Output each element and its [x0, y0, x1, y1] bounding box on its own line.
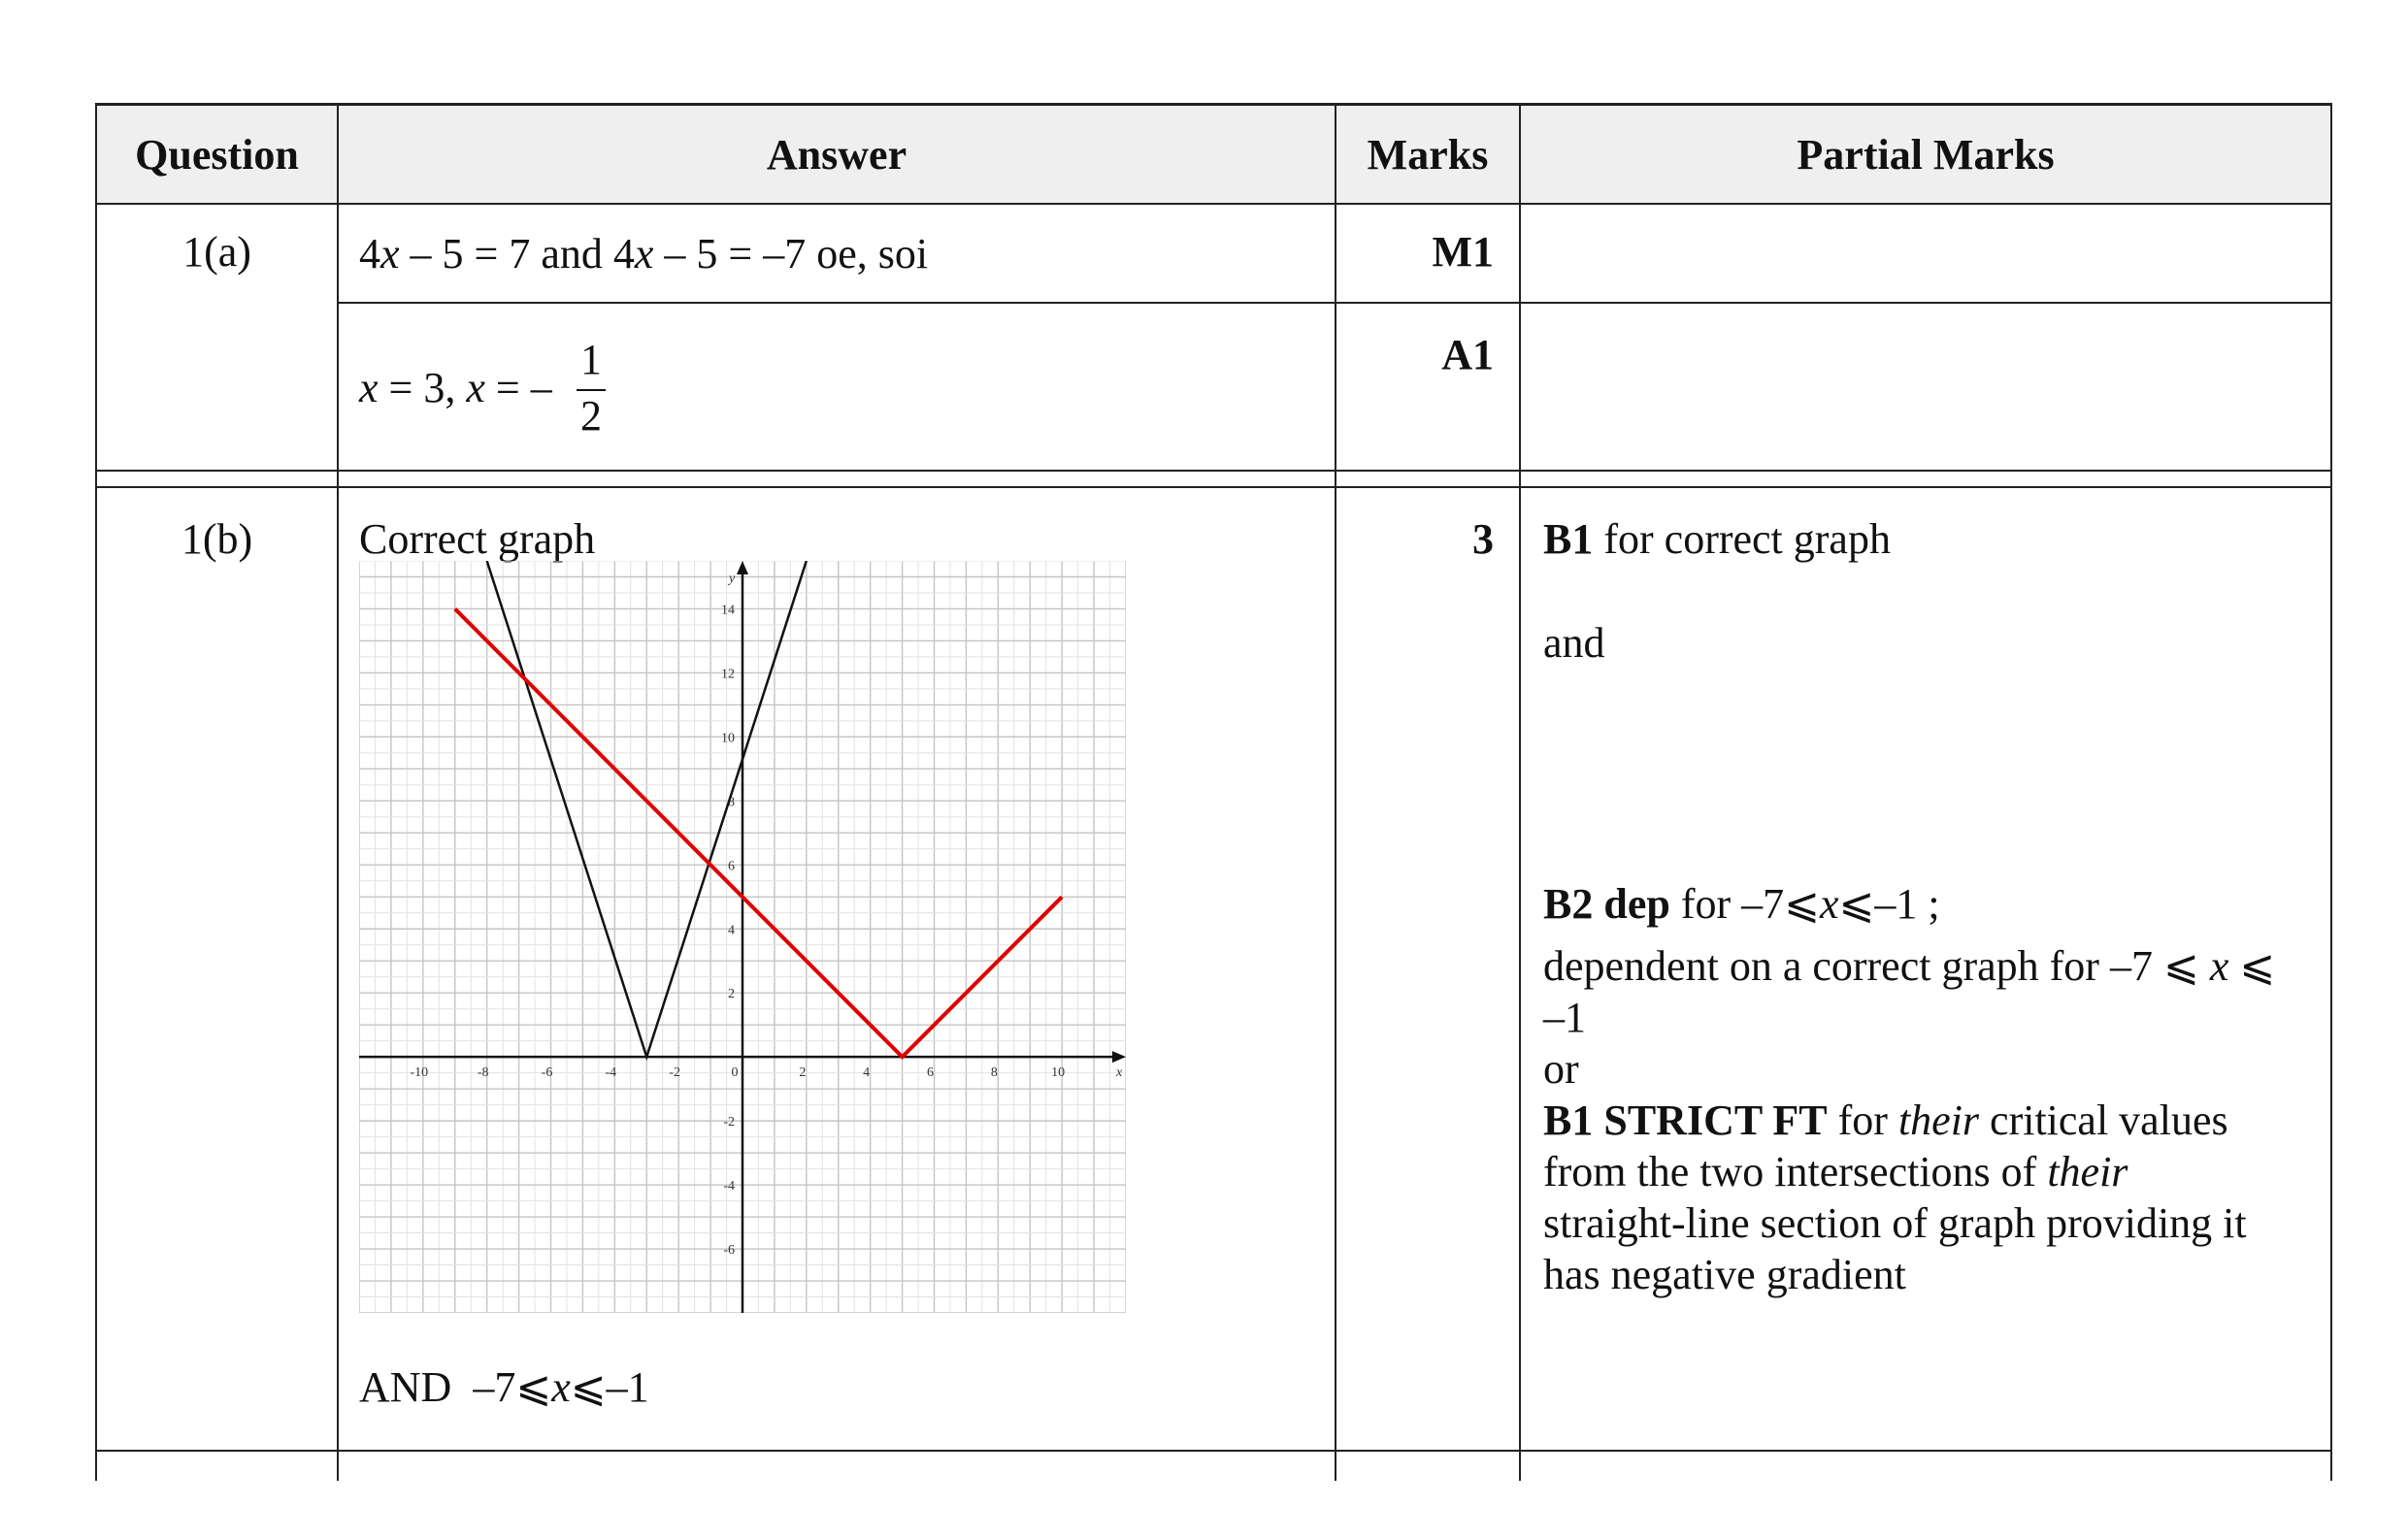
answer-1a-line2: x = 3, x = –	[359, 364, 552, 411]
rule	[2330, 103, 2332, 1481]
x-tick-label: -8	[477, 1065, 489, 1081]
rule	[95, 470, 2332, 472]
x-tick-label: 4	[863, 1065, 871, 1081]
x-tick-label: 8	[990, 1065, 998, 1081]
rule	[1519, 103, 1521, 1481]
mark-1a-a1: A1	[1441, 331, 1494, 378]
x-tick-label: -2	[669, 1065, 681, 1081]
header-answer: Answer	[766, 131, 907, 179]
answer-inequality: AND –7⩽x⩽–1	[359, 1363, 649, 1411]
y-tick-label: 4	[728, 923, 735, 938]
rule	[95, 1450, 2332, 1452]
x-axis-arrow	[1112, 1051, 1126, 1063]
y-tick-label: -2	[723, 1115, 735, 1130]
x-axis-label: x	[1116, 1065, 1123, 1081]
x-tick-label: -10	[410, 1065, 429, 1081]
partial-strict-line4: has negative gradient	[1543, 1251, 1906, 1298]
fraction-half	[577, 335, 606, 443]
y-tick-label: 6	[728, 859, 735, 874]
fraction-numerator: 1	[580, 336, 602, 383]
partial-dependent-line1: dependent on a correct graph for –7 ⩽ x ⩽	[1543, 942, 2276, 990]
fraction-denominator: 2	[580, 392, 602, 440]
partial-or: or	[1543, 1045, 1579, 1093]
x-tick-label: 2	[799, 1065, 807, 1081]
x-tick-label: -4	[605, 1065, 617, 1081]
mark-1a-m1: M1	[1432, 228, 1494, 276]
header-partial-marks: Partial Marks	[1797, 131, 2055, 179]
y-axis-label: y	[729, 572, 736, 586]
partial-b1: B1 for correct graph	[1543, 515, 1891, 563]
rule	[337, 103, 339, 1481]
mark-1b: 3	[1472, 515, 1494, 563]
rule	[95, 203, 2332, 205]
x-tick-label: -6	[541, 1065, 553, 1081]
partial-b2: B2 dep for –7⩽x⩽–1 ;	[1543, 880, 1940, 928]
y-tick-label: 10	[721, 731, 735, 746]
question-label-1a: 1(a)	[182, 228, 251, 276]
rule	[95, 103, 97, 1481]
y-axis-arrow	[737, 561, 748, 574]
y-tick-label: 14	[721, 603, 735, 618]
x-tick-label: 6	[927, 1065, 934, 1081]
y-tick-label: -4	[723, 1179, 735, 1195]
rule	[95, 486, 2332, 488]
answer-correct-graph: Correct graph	[359, 515, 596, 563]
rule	[95, 103, 2332, 106]
y-tick-label: 2	[728, 987, 735, 1002]
header-question: Question	[135, 131, 299, 179]
partial-dependent-line2: –1	[1543, 994, 1586, 1041]
partial-strict-line3: straight-line section of graph providing it	[1543, 1199, 2247, 1247]
question-label-1b: 1(b)	[181, 515, 253, 563]
y-tick-label: -6	[723, 1243, 735, 1259]
partial-strict-line2: from the two intersections of their	[1543, 1148, 2128, 1195]
x-tick-label: 0	[731, 1065, 739, 1081]
x-tick-label: 10	[1051, 1065, 1066, 1081]
partial-and: and	[1543, 619, 1605, 667]
partial-strict-ft: B1 STRICT FT for their critical values	[1543, 1097, 2228, 1144]
answer-1a-line1: 4x – 5 = 7 and 4x – 5 = –7 oe, soi	[359, 230, 929, 278]
y-tick-label: 12	[721, 667, 735, 682]
graph	[359, 561, 1126, 1313]
y-tick-label: 8	[728, 795, 735, 810]
header-marks: Marks	[1367, 131, 1489, 179]
rule	[1335, 103, 1336, 1481]
